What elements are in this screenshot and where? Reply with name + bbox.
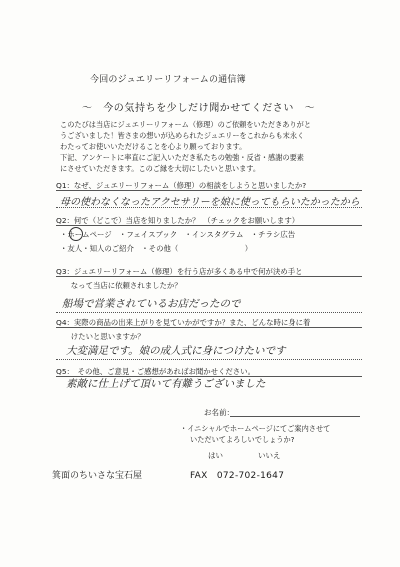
question-underline bbox=[56, 190, 362, 191]
check-mark-circle bbox=[69, 227, 83, 241]
question-3-cont: なって当店に依頼されましたか？ bbox=[56, 281, 182, 290]
option-yes: はい bbox=[208, 451, 223, 460]
question-underline bbox=[56, 276, 362, 277]
question-5: Q5： その他、ご意見・ご感想があればお聞かせください。 bbox=[56, 367, 255, 376]
question-underline bbox=[56, 225, 362, 226]
page-title: 今回のジュエリーリフォームの通信簿 bbox=[90, 75, 246, 85]
consent-question: ・イニシャルでホームページにてご案内させて bbox=[180, 424, 331, 433]
intro-line: わたってお使いいただけることを心より願っております。 bbox=[60, 142, 247, 151]
intro-line: 下記、アンケートに率直にご記入いただき私たちの勉強・反省・感謝の要素 bbox=[60, 153, 304, 162]
answer-line bbox=[56, 359, 362, 360]
intro-line: うございました！皆さまの想いが込められたジュエリーをこれからも末永く bbox=[60, 131, 305, 140]
question-2: Q2：何で（どこで）当店を知りましたか？ （チェックをお願いします） bbox=[56, 216, 300, 225]
question-underline bbox=[56, 327, 362, 328]
answer-line bbox=[56, 207, 362, 208]
consent-question-cont: いただいてよろしいでしょうか? bbox=[190, 435, 295, 444]
answer-line bbox=[56, 312, 362, 313]
question-3: Q3：ジュエリーリフォーム（修理）を行う店が多くある中で何が決め手と bbox=[56, 267, 303, 276]
answer-1-handwritten: 母の使わなくなったアクセサリーを娘に使ってもらいたかったから bbox=[60, 197, 360, 208]
question-1: Q1：なぜ、ジュエリーリフォーム（修理）の相談をしようと思いましたか? bbox=[56, 181, 307, 190]
source-options-row-2: ・友人・知人のご紹介 ・その他（ ） bbox=[60, 244, 253, 253]
question-4-cont: けたいと思いますか？ bbox=[56, 332, 145, 341]
page-subtitle: ～ 今の気持ちを少しだけ聞かせてください ～ bbox=[82, 103, 316, 114]
answer-3-handwritten: 船場で営業されているお店だったので bbox=[62, 298, 241, 310]
answer-4-handwritten: 大変満足です。娘の成人式に身につけたいです bbox=[66, 345, 286, 357]
shop-name: 箕面のちいさな宝石屋 bbox=[52, 471, 143, 481]
option-no: いいえ bbox=[258, 451, 281, 460]
shop-fax: FAX 072-702-1647 bbox=[190, 471, 285, 481]
intro-line: にさせていただきます。このご縁を大切にしたいと思います。 bbox=[60, 164, 261, 173]
answer-5-handwritten: 素敵に仕上げて頂いて有難うございました bbox=[66, 378, 266, 390]
name-line bbox=[230, 416, 360, 417]
name-label: お名前： bbox=[204, 408, 234, 417]
source-options-row-1: ・ホームページ ・フェイスブック ・インスタグラム ・チラシ広告 bbox=[60, 230, 296, 239]
intro-line: このたびは当店にジュエリーリフォーム（修理）のご依頼をいただきありがと bbox=[60, 120, 312, 129]
question-4: Q4：実際の商品の出来上がりを見ていかがですか？また、どんな時に身に着 bbox=[56, 318, 311, 327]
